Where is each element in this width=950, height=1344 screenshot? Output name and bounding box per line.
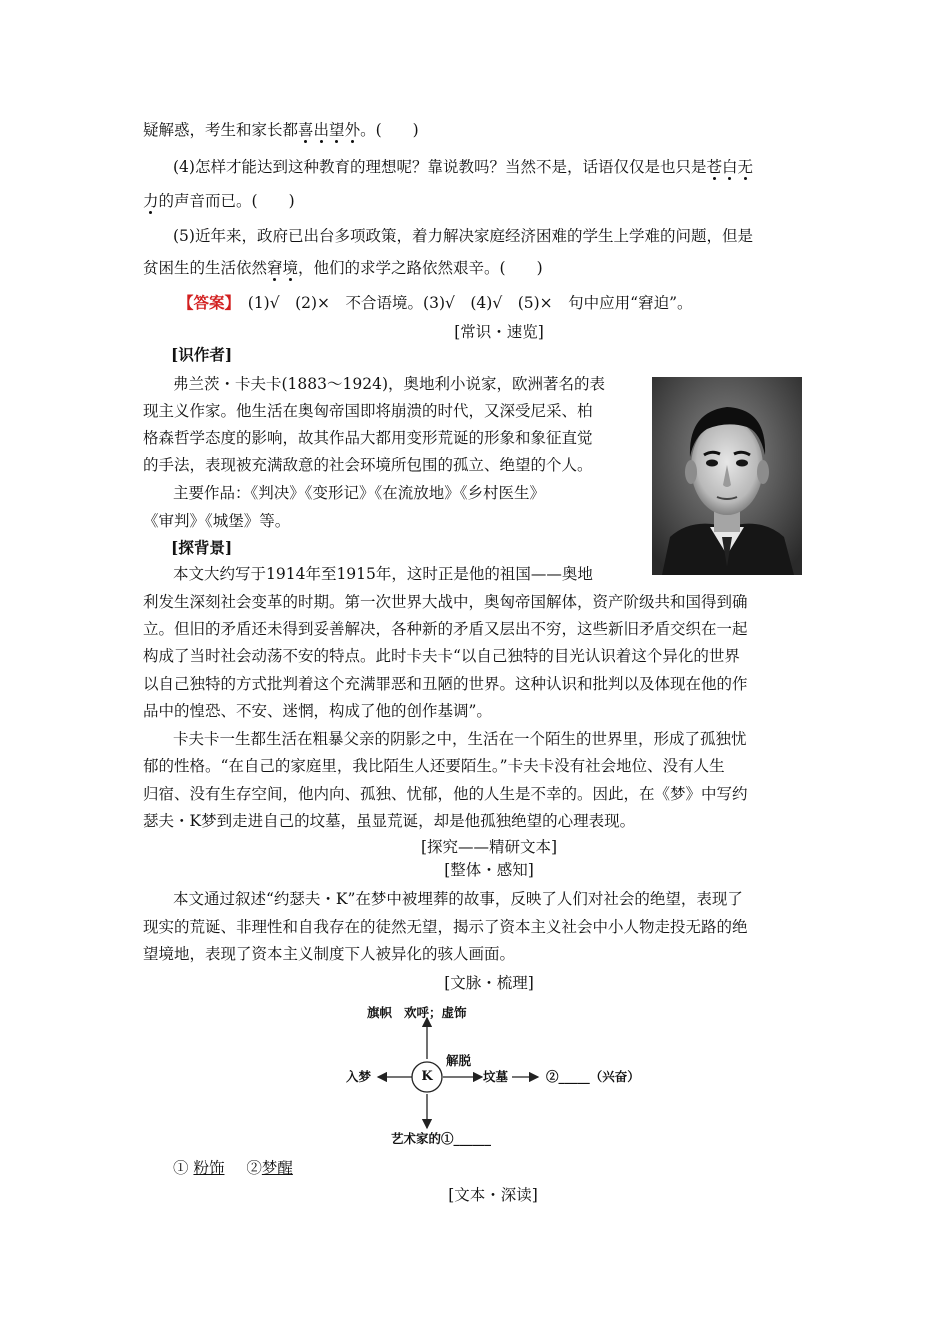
dotted-char: 窘: [267, 259, 283, 277]
background-line: 卡夫卡一生都生活在粗暴父亲的阴影之中，生活在一个陌生的世界里，形成了孤独忧: [173, 730, 747, 748]
text: 疑解惑，考生和家长都: [143, 121, 299, 139]
background-line: 归宿、没有生存空间，他内向、孤独、忧郁，他的人生是不幸的。因此，在《梦》中写约: [143, 785, 748, 803]
author-line: 弗兰茨・卡夫卡(1883～1924)，奥地利小说家，欧洲著名的表: [173, 375, 605, 393]
text: 。( ): [360, 121, 419, 139]
question-4-line2: [143, 190, 295, 212]
dotted-char: 苍: [706, 158, 722, 176]
background-line: 立。但旧的矛盾还未得到妥善解决，各种新的矛盾又层出不穷，这些新旧矛盾交织在一起: [143, 620, 748, 638]
dotted-char: 力: [143, 192, 159, 210]
fill-answers: [173, 1157, 293, 1179]
answer-2: 梦醒: [261, 1159, 293, 1177]
background-line: 以自己独特的方式批判着这个充满罪恶和丑陋的世界。这种认识和批判以及体现在他的作: [143, 675, 748, 693]
question-5-line1: [173, 225, 753, 247]
answer-text: (1)√ (2)× 不合语境。(3)√ (4)√ (5)× 句中应用“窘迫”。: [232, 294, 693, 312]
background-line: 瑟夫・K梦到走进自己的坟墓，虽显荒诞，却是他孤独绝望的心理表现。: [143, 812, 636, 830]
section-structure-title: [文脉・梳理]: [444, 974, 534, 992]
diagram-blank-2: ②_____（兴奋）: [546, 1069, 640, 1084]
section-quick-title: [常识・速览]: [454, 323, 544, 341]
overall-line: 望境地，表现了资本主义制度下人被异化的骇人画面。: [143, 945, 516, 963]
author-header: [识作者]: [171, 345, 233, 364]
dotted-char: 白: [721, 158, 738, 176]
author-works-line: 《审判》《城堡》等。: [143, 512, 291, 530]
diagram-center-k: K: [421, 1069, 433, 1084]
diagram-top-left: 旗帜: [367, 1005, 393, 1020]
answer-number: ②: [246, 1159, 262, 1177]
dotted-char: 出: [313, 121, 330, 139]
q3-continuation: [143, 119, 419, 141]
background-line: 本文大约写于1914年至1915年，这时正是他的祖国——奥地: [173, 565, 593, 583]
section-explore-title: [探究——精研文本]: [420, 838, 558, 856]
text: (4)怎样才能达到这种教育的理想呢？靠说教吗？当然不是，话语仅仅是也只是: [173, 158, 707, 176]
dotted-char: 无: [737, 158, 754, 176]
diagram-left: 入梦: [346, 1069, 372, 1084]
background-line: 郁的性格。“在自己的家庭里，我比陌生人还要陌生。”卡夫卡没有社会地位、没有人生: [143, 757, 725, 775]
background-line: 利发生深刻社会变革的时期。第一次世界大战中，奥匈帝国解体，资产阶级共和国得到确: [143, 593, 748, 611]
background-line: 构成了当时社会动荡不安的特点。此时卡夫卡“以自己独特的目光认识着这个异化的世界: [143, 647, 740, 665]
diagram-top-right: 欢呼；虚饰: [404, 1005, 467, 1020]
diagram-right-label: 解脱: [446, 1053, 472, 1068]
dotted-char: 外: [344, 121, 361, 139]
answer-label: 【答案】: [178, 293, 233, 312]
question-5-line2: [143, 257, 543, 279]
diagram-bottom: 艺术家的①______: [391, 1131, 492, 1146]
text: ，他们的求学之路依然艰辛。( ): [298, 259, 543, 277]
author-works-line: 主要作品：《判决》《变形记》《在流放地》《乡村医生》: [173, 484, 546, 502]
author-line: 现主义作家。他生活在奥匈帝国即将崩溃的时代，又深受尼采、柏: [143, 402, 593, 420]
kafka-portrait: [652, 377, 802, 575]
diagram-right: 坟墓: [483, 1069, 509, 1084]
text: 贫困生的生活依然: [143, 259, 268, 277]
overall-line: 本文通过叙述“约瑟夫・K”在梦中被埋葬的故事，反映了人们对社会的绝望，表现了: [173, 890, 743, 908]
background-line: 品中的惶恐、不安、迷惘，构成了他的创作基调”。: [143, 702, 492, 720]
text: (5)近年来，政府已出台多项政策，着力解决家庭经济困难的学生上学难的问题，但是: [173, 227, 753, 245]
answer-1: 粉饰: [193, 1159, 225, 1177]
background-header: [探背景]: [171, 538, 233, 557]
text: 的声音而已。( ): [158, 192, 295, 210]
answer-number: ①: [173, 1159, 189, 1177]
dotted-char: 境: [282, 259, 299, 277]
author-line: 格森哲学态度的影响，故其作品大都用变形荒诞的形象和象征直觉: [143, 429, 593, 447]
section-overall-title: [整体・感知]: [444, 861, 534, 879]
section-deep-title: [文本・深读]: [448, 1186, 538, 1204]
dotted-char: 喜: [298, 121, 314, 139]
author-line: 的手法，表现被充满敌意的社会环境所包围的孤立、绝望的个人。: [143, 456, 593, 474]
dotted-char: 望: [329, 121, 345, 139]
overall-line: 现实的荒诞、非理性和自我存在的徒然无望，揭示了资本主义社会中小人物走投无路的绝: [143, 918, 748, 936]
question-4-line1: [173, 156, 753, 178]
answer-line: [178, 292, 693, 314]
